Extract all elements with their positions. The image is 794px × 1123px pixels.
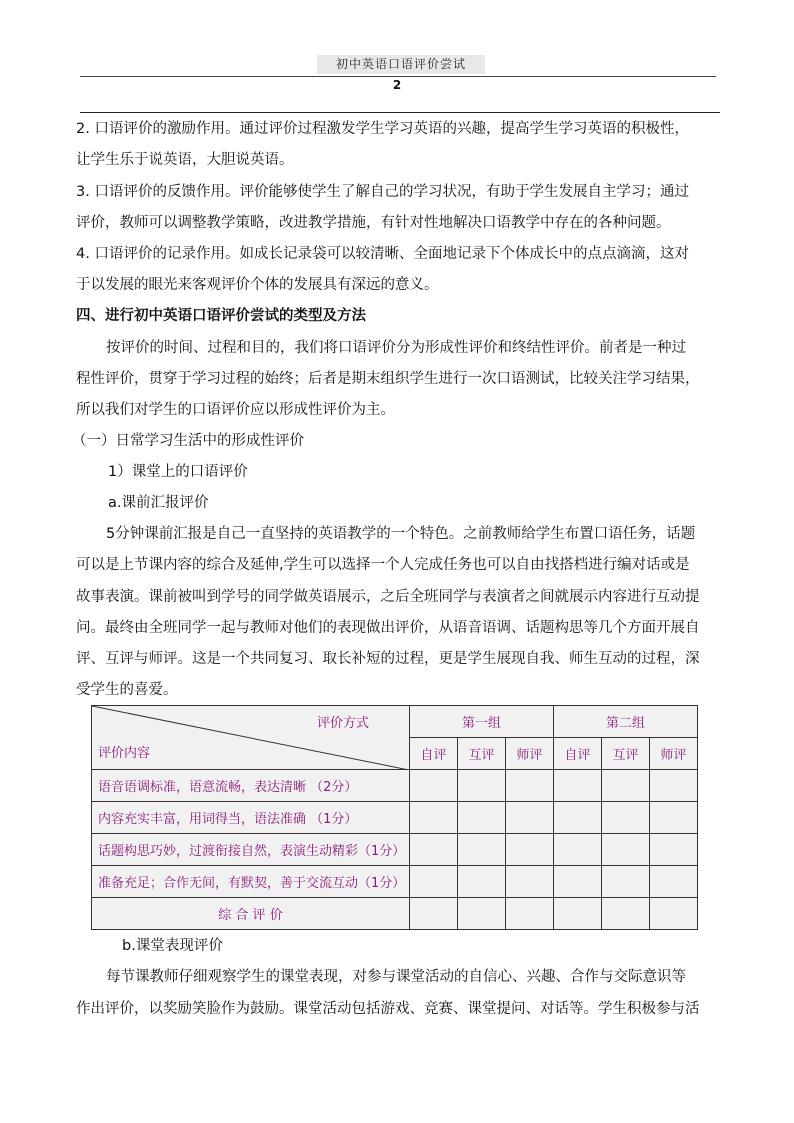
paragraph-line: 可以是上节课内容的综合及延伸,学生可以选择一个人完成任务也可以自由找搭档进行编对话或是 xyxy=(76,557,690,573)
paragraph-line: 评、互评与师评。这是一个共同复习、取长补短的过程，更是学生展现自我、师生互动的过程，深 xyxy=(76,651,700,667)
score-cell xyxy=(650,802,698,834)
paragraph-line: 故事表演。课前被叫到学号的同学做英语展示，之后全班同学与表演者之间就展示内容进行互动提 xyxy=(76,589,700,605)
group-header: 第二组 xyxy=(554,706,698,738)
subhead-cell: 师评 xyxy=(650,738,698,770)
paragraph-line: 让学生乐于说英语，大胆说英语。 xyxy=(76,152,294,168)
page-number: 2 xyxy=(392,78,402,92)
sub-heading: b.课堂表现评价 xyxy=(122,938,223,954)
table-row xyxy=(92,866,698,898)
criterion-cell: 准备充足；合作无间，有默契，善于交流互动（1分） xyxy=(92,866,410,898)
criterion-cell: 语音语调标准，语意流畅，表达清晰 （2分） xyxy=(92,770,410,802)
header-method-label: 评价方式 xyxy=(316,716,369,731)
score-cell xyxy=(506,834,554,866)
subhead-cell: 互评 xyxy=(602,738,650,770)
paragraph-line: 4. 口语评价的记录作用。如成长记录袋可以较清晰、全面地记录下个体成长中的点点滴滴，这对 xyxy=(76,246,689,262)
score-cell xyxy=(506,770,554,802)
top-rule xyxy=(80,112,720,113)
group-header: 第一组 xyxy=(410,706,554,738)
score-cell xyxy=(602,898,650,930)
score-cell xyxy=(506,898,554,930)
criterion-cell: 内容充实丰富，用词得当，语法准确 （1分） xyxy=(92,802,410,834)
paragraph-line: 所以我们对学生的口语评价应以形成性评价为主。 xyxy=(76,402,395,418)
score-cell xyxy=(602,834,650,866)
subhead-cell: 互评 xyxy=(458,738,506,770)
score-cell xyxy=(602,770,650,802)
paragraph-line: 问。最终由全班同学一起与教师对他们的表现做出评价，从语音语调、话题构思等几个方面开展自 xyxy=(76,620,700,636)
paragraph-line: 每节课教师仔细观察学生的课堂表现，对参与课堂活动的自信心、兴趣、合作与交际意识等 xyxy=(106,969,686,985)
score-cell xyxy=(410,866,458,898)
subhead-cell: 师评 xyxy=(506,738,554,770)
paragraph-line: 2. 口语评价的激励作用。通过评价过程激发学生学习英语的兴趣，提高学生学习英语的积极性， xyxy=(76,121,689,137)
score-cell xyxy=(410,834,458,866)
paragraph-line: 于以发展的眼光来客观评价个体的发展具有深远的意义。 xyxy=(76,277,439,293)
diagonal-header-cell xyxy=(92,706,410,770)
table-row xyxy=(92,802,698,834)
score-cell xyxy=(458,834,506,866)
header-rule xyxy=(80,76,716,77)
header-content-label: 评价内容 xyxy=(98,746,151,761)
score-cell xyxy=(650,866,698,898)
score-cell xyxy=(554,802,602,834)
table-row xyxy=(92,898,698,930)
score-cell xyxy=(650,834,698,866)
table-row xyxy=(92,770,698,802)
score-cell xyxy=(506,802,554,834)
subhead-cell: 自评 xyxy=(554,738,602,770)
score-cell xyxy=(554,770,602,802)
paragraph-line: 评价，教师可以调整教学策略，改进教学措施，有针对性地解决口语教学中存在的各种问题。 xyxy=(76,215,671,231)
sub-heading: 1）课堂上的口语评价 xyxy=(108,464,248,480)
score-cell xyxy=(458,802,506,834)
score-cell xyxy=(602,802,650,834)
paragraph-line: 3. 口语评价的反馈作用。评价能够使学生了解自己的学习状况，有助于学生发展自主学习；通过 xyxy=(76,184,689,200)
score-cell xyxy=(458,866,506,898)
score-cell xyxy=(458,770,506,802)
score-cell xyxy=(602,866,650,898)
paragraph-line: 程性评价，贯穿于学习过程的始终；后者是期末组织学生进行一次口语测试，比较关注学习结果， xyxy=(76,371,700,387)
header-title: 初中英语口语评价尝试 xyxy=(317,55,485,74)
subsection-heading: （一）日常学习生活中的形成性评价 xyxy=(72,433,304,449)
score-cell xyxy=(554,834,602,866)
score-cell xyxy=(554,866,602,898)
score-cell xyxy=(506,866,554,898)
evaluation-table xyxy=(91,705,698,930)
score-cell xyxy=(650,898,698,930)
score-cell xyxy=(554,898,602,930)
score-cell xyxy=(410,898,458,930)
sub-heading: a.课前汇报评价 xyxy=(108,495,209,511)
criterion-cell: 话题构思巧妙，过渡衔接自然，表演生动精彩（1分） xyxy=(92,834,410,866)
paragraph-line: 按评价的时间、过程和目的，我们将口语评价分为形成性评价和终结性评价。前者是一种过 xyxy=(106,340,686,356)
section-heading: 四、进行初中英语口语评价尝试的类型及方法 xyxy=(76,308,366,324)
score-cell xyxy=(410,802,458,834)
paragraph-line: 受学生的喜爱。 xyxy=(76,682,178,698)
score-cell xyxy=(650,770,698,802)
table-row xyxy=(92,834,698,866)
subhead-cell: 自评 xyxy=(410,738,458,770)
score-cell xyxy=(410,770,458,802)
paragraph-line: 作出评价，以奖励笑脸作为鼓励。课堂活动包括游戏、竞赛、课堂提问、对话等。学生积极参与活 xyxy=(76,1001,700,1017)
summary-cell: 综 合 评 价 xyxy=(92,898,410,930)
score-cell xyxy=(458,898,506,930)
paragraph-line: 5分钟课前汇报是自己一直坚持的英语教学的一个特色。之前教师给学生布置口语任务，话题 xyxy=(106,526,696,542)
